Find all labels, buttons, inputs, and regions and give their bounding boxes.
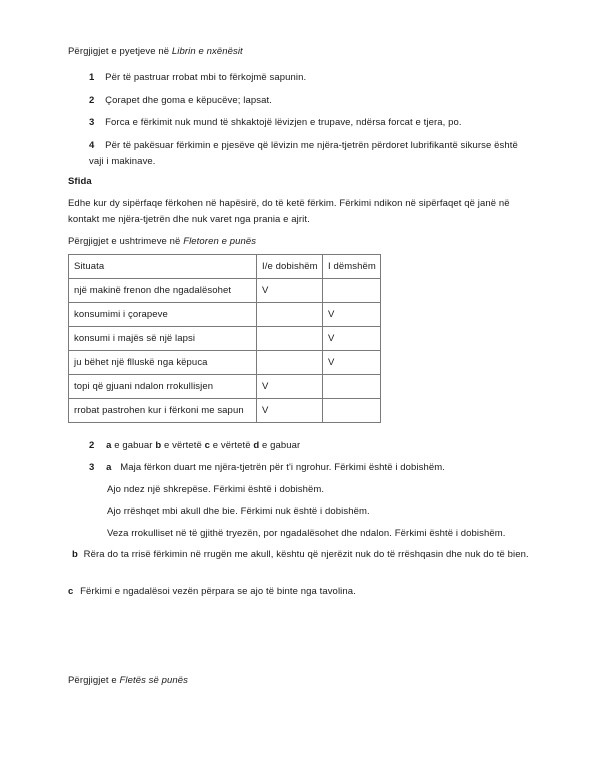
table-cell [323, 375, 381, 399]
option-text: e gabuar [259, 440, 301, 451]
exercise-3a-line-1 [89, 462, 445, 473]
heading-exercise-answers [68, 236, 256, 247]
table-cell: V [257, 279, 323, 303]
heading-prefix: Përgjigjet e [68, 675, 120, 686]
book-answer-2 [89, 95, 272, 106]
option-text: e vërtetë [161, 440, 205, 451]
table-row [69, 303, 381, 327]
book-answer-1 [89, 72, 306, 83]
book-answer-3 [89, 117, 462, 128]
answer-number: 4 [89, 140, 95, 151]
question-number: 3 [89, 462, 95, 473]
option-label: a [106, 462, 112, 473]
table-cell [257, 351, 323, 375]
option-label: d [253, 440, 260, 451]
table-row [69, 351, 381, 375]
table-row [69, 279, 381, 303]
table-cell: topi që gjuani ndalon rrokullisjen [69, 375, 257, 399]
table-header-cell: I/e dobishëm [257, 255, 323, 279]
option-label: a [106, 440, 112, 451]
table-cell: V [323, 327, 381, 351]
answer-number: 1 [89, 72, 95, 83]
table-cell: V [257, 399, 323, 423]
option-text: e vërtetë [209, 440, 254, 451]
option-text: e gabuar [111, 440, 156, 451]
table-header-cell: I dëmshëm [323, 255, 381, 279]
table-cell [323, 399, 381, 423]
exercise-3c [68, 586, 356, 597]
option-label: b [155, 440, 162, 451]
exercise-3a-line-2: Ajo ndez një shkrepëse. Fërkimi është i dobishëm. [107, 484, 325, 495]
answer-line: Maja fërkon duart me njëra-tjetrën për t'i ngrohur. Fërkimi është i dobishëm. [120, 462, 446, 473]
answer-text: Çorapet dhe goma e këpucëve; lapsat. [105, 95, 272, 106]
challenge-text: Edhe kur dy sipërfaqe fërkohen në hapësirë, do të ketë fërkim. Fërkimi ndikon në sipërfaqet që janë në kontakt me njëra-tjetrën dhe nuk varet nga prania e ajrit. [68, 198, 510, 225]
question-number: 2 [89, 440, 95, 451]
answer-text: Rëra do ta rrisë fërkimin në rrugën me akull, kështu që njerëzit nuk do të rrëshqasin dhe nuk do të bien. [83, 549, 529, 560]
table-cell: konsumimi i çorapeve [69, 303, 257, 327]
table-cell: rrobat pastrohen kur i fërkoni me sapun [69, 399, 257, 423]
book-answer-4 [89, 138, 535, 170]
answer-text: Për të pakësuar fërkimin e pjesëve që lëvizin me njëra-tjetrën përdoret lubrifikantë sikurse është vaji i makinave. [89, 140, 518, 167]
exercise-3a-line-4: Veza rrokulliset në të gjithë tryezën, por ngadalësohet dhe ndalon. Fërkimi është i dobishëm. [107, 528, 506, 539]
exercise-3a-line-3: Ajo rrëshqet mbi akull dhe bie. Fërkimi nuk është i dobishëm. [107, 506, 370, 517]
option-label: c [68, 586, 74, 597]
table-header-cell: Situata [69, 255, 257, 279]
option-label: c [204, 440, 210, 451]
table-cell: ju bëhet një flluskë nga këpuca [69, 351, 257, 375]
answer-text: Forca e fërkimit nuk mund të shkaktojë lëvizjen e trupave, ndërsa forcat e tjera, po. [105, 117, 462, 128]
challenge-title: Sfida [68, 176, 92, 187]
heading-title: Librin e nxënësit [171, 46, 243, 57]
heading-prefix: Përgjigjet e ushtrimeve në [68, 236, 184, 247]
answer-number: 2 [89, 95, 95, 106]
table-cell [257, 327, 323, 351]
table-cell: V [323, 351, 381, 375]
option-label: b [72, 549, 78, 560]
answer-number: 3 [89, 117, 95, 128]
heading-title: Fletës së punës [119, 675, 189, 686]
table-row [69, 375, 381, 399]
table-row [69, 327, 381, 351]
table-cell: konsumi i majës së një lapsi [69, 327, 257, 351]
table-row [69, 399, 381, 423]
situations-table [68, 254, 381, 423]
table-cell: V [323, 303, 381, 327]
answer-text: Fërkimi e ngadalësoi vezën përpara se ajo të binte nga tavolina. [80, 586, 356, 597]
heading-title: Fletoren e punës [183, 236, 257, 247]
table-header-row [69, 255, 381, 279]
heading-book-answers [68, 46, 243, 57]
exercise-3b [68, 547, 532, 563]
table-cell [257, 303, 323, 327]
table-cell: V [257, 375, 323, 399]
answer-text: Për të pastruar rrobat mbi to fërkojmë sapunin. [105, 72, 307, 83]
table-cell: një makinë frenon dhe ngadalësohet [69, 279, 257, 303]
exercise-2-answers [89, 440, 300, 451]
heading-worksheet-answers [68, 675, 188, 686]
heading-prefix: Përgjigjet e pyetjeve në [68, 46, 172, 57]
table-cell [323, 279, 381, 303]
